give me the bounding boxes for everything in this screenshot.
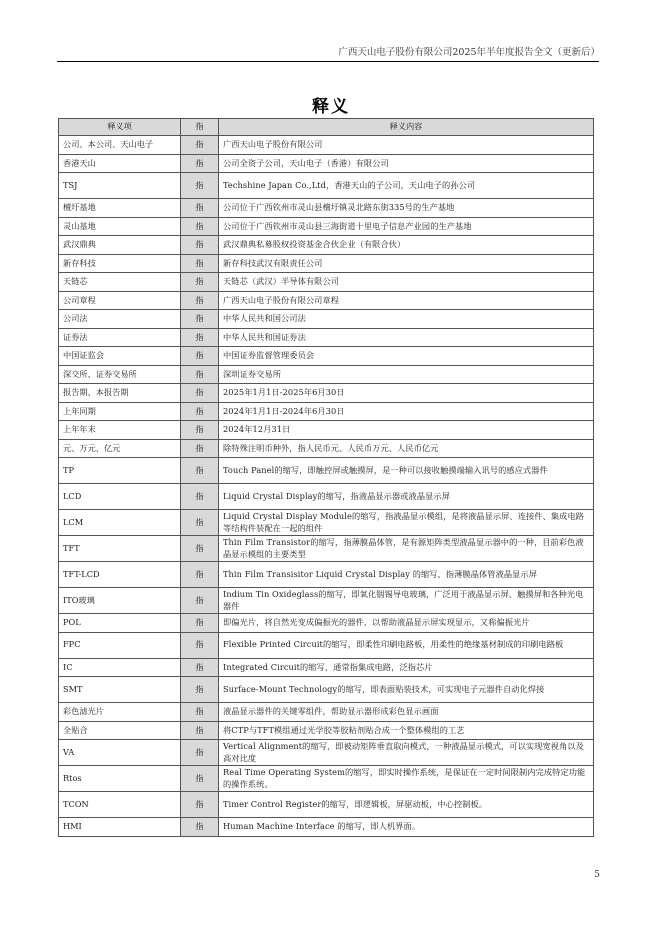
table-row bbox=[59, 328, 594, 347]
table-row bbox=[59, 614, 594, 633]
term-cell: 武汉鼎典 bbox=[59, 236, 181, 255]
table-row bbox=[59, 154, 594, 173]
definition-cell: 公司全资子公司，天山电子（香港）有限公司 bbox=[219, 154, 594, 173]
definition-cell: 公司位于广西钦州市灵山县檀圩镇灵北路东街335号的生产基地 bbox=[219, 199, 594, 218]
term-cell: 灵山基地 bbox=[59, 217, 181, 236]
ref-cell: 指 bbox=[181, 536, 219, 562]
ref-cell: 指 bbox=[181, 347, 219, 366]
definition-cell: 2025年1月1日-2025年6月30日 bbox=[219, 384, 594, 403]
term-cell: VA bbox=[59, 740, 181, 766]
table-row bbox=[59, 254, 594, 273]
table-row bbox=[59, 536, 594, 562]
term-cell: 证券法 bbox=[59, 328, 181, 347]
table-row bbox=[59, 273, 594, 292]
ref-cell: 指 bbox=[181, 484, 219, 510]
term-cell: 公司章程 bbox=[59, 291, 181, 310]
definition-cell: 除特殊注明币种外，指人民币元、人民币万元、人民币亿元 bbox=[219, 439, 594, 458]
term-cell: 彩色滤光片 bbox=[59, 703, 181, 722]
ref-cell: 指 bbox=[181, 273, 219, 292]
table-header-row bbox=[59, 119, 594, 136]
ref-cell: 指 bbox=[181, 766, 219, 792]
definition-cell: Indium Tin Oxideglass的缩写，即氧化铟锡导电玻璃，广泛用于液晶显示屏、触摸屏和各种光电器件 bbox=[219, 588, 594, 614]
definition-cell: Touch Panel的缩写，即触控屏或触摸屏，是一种可以接收触摸端输入讯号的感应式器件 bbox=[219, 458, 594, 484]
definition-cell: 公司位于广西钦州市灵山县三海街道十里电子信息产业园的生产基地 bbox=[219, 217, 594, 236]
ref-cell: 指 bbox=[181, 510, 219, 536]
ref-cell: 指 bbox=[181, 721, 219, 740]
page-title: 释义 bbox=[312, 97, 350, 117]
table-row bbox=[59, 677, 594, 703]
table-row bbox=[59, 173, 594, 199]
definition-cell: 2024年12月31日 bbox=[219, 421, 594, 440]
definition-cell: Real Time Operating System的缩写，即实时操作系统，是保证在一定时间限制内完成特定功能的操作系统。 bbox=[219, 766, 594, 792]
page-number: 5 bbox=[594, 870, 600, 880]
ref-cell: 指 bbox=[181, 328, 219, 347]
table-row bbox=[59, 588, 594, 614]
definition-cell: 中华人民共和国证券法 bbox=[219, 328, 594, 347]
definition-cell: 新存科技武汉有限责任公司 bbox=[219, 254, 594, 273]
term-cell: TFT-LCD bbox=[59, 562, 181, 588]
table-row bbox=[59, 792, 594, 818]
term-cell: IC bbox=[59, 658, 181, 677]
definition-cell: Techshine Japan Co.,Ltd，香港天山的子公司，天山电子的孙公司 bbox=[219, 173, 594, 199]
ref-cell: 指 bbox=[181, 588, 219, 614]
term-cell: FPC bbox=[59, 632, 181, 658]
ref-cell: 指 bbox=[181, 199, 219, 218]
term-cell: 天链芯 bbox=[59, 273, 181, 292]
table-row bbox=[59, 658, 594, 677]
ref-cell: 指 bbox=[181, 818, 219, 837]
definition-cell: Thin Film Transisitor Liquid Crystal Display 的缩写，指薄膜晶体管液晶显示屏 bbox=[219, 562, 594, 588]
term-cell: 公司、本公司、天山电子 bbox=[59, 136, 181, 155]
table-row bbox=[59, 458, 594, 484]
ref-cell: 指 bbox=[181, 562, 219, 588]
definition-cell: 广西天山电子股份有限公司章程 bbox=[219, 291, 594, 310]
term-cell: 元、万元、亿元 bbox=[59, 439, 181, 458]
table-row bbox=[59, 818, 594, 837]
term-cell: TFT bbox=[59, 536, 181, 562]
term-cell: 中国证监会 bbox=[59, 347, 181, 366]
table-row bbox=[59, 291, 594, 310]
term-cell: SMT bbox=[59, 677, 181, 703]
ref-cell: 指 bbox=[181, 236, 219, 255]
table-row bbox=[59, 217, 594, 236]
ref-cell: 指 bbox=[181, 740, 219, 766]
definition-cell: Thin Film Transistor的缩写，指薄膜晶体管，是有源矩阵类型液晶显示器中的一种，目前彩色液晶显示模组的主要类型 bbox=[219, 536, 594, 562]
definition-cell: 中华人民共和国公司法 bbox=[219, 310, 594, 329]
ref-cell: 指 bbox=[181, 677, 219, 703]
table-row bbox=[59, 439, 594, 458]
definition-cell: 天链芯（武汉）半导体有限公司 bbox=[219, 273, 594, 292]
ref-cell: 指 bbox=[181, 632, 219, 658]
ref-cell: 指 bbox=[181, 254, 219, 273]
table-row bbox=[59, 365, 594, 384]
table-row bbox=[59, 632, 594, 658]
term-cell: LCD bbox=[59, 484, 181, 510]
header-term: 释义项 bbox=[59, 119, 181, 136]
ref-cell: 指 bbox=[181, 458, 219, 484]
term-cell: 新存科技 bbox=[59, 254, 181, 273]
table-row bbox=[59, 740, 594, 766]
ref-cell: 指 bbox=[181, 421, 219, 440]
table-row bbox=[59, 310, 594, 329]
table-row bbox=[59, 703, 594, 722]
term-cell: 檀圩基地 bbox=[59, 199, 181, 218]
header-definition: 释义内容 bbox=[219, 119, 594, 136]
ref-cell: 指 bbox=[181, 402, 219, 421]
running-header: 广西天山电子股份有限公司2025年半年度报告全文（更新后） bbox=[338, 47, 600, 58]
term-cell: HMI bbox=[59, 818, 181, 837]
ref-cell: 指 bbox=[181, 173, 219, 199]
term-cell: TP bbox=[59, 458, 181, 484]
header-divider bbox=[57, 61, 599, 62]
ref-cell: 指 bbox=[181, 658, 219, 677]
term-cell: POL bbox=[59, 614, 181, 633]
table-row bbox=[59, 421, 594, 440]
definition-cell: 广西天山电子股份有限公司 bbox=[219, 136, 594, 155]
definition-cell: 液晶显示器件的关键零组件，帮助显示器形成彩色显示画面 bbox=[219, 703, 594, 722]
definition-cell: Integrated Circuit的缩写，通常指集成电路，泛指芯片 bbox=[219, 658, 594, 677]
definition-cell: Vertical Alignment的缩写，即被动矩阵垂直取向模式，一种液晶显示模式，可以实现宽视角以及高对比度 bbox=[219, 740, 594, 766]
term-cell: LCM bbox=[59, 510, 181, 536]
definition-cell: Liquid Crystal Display的缩写，指液晶显示器或液晶显示屏 bbox=[219, 484, 594, 510]
definition-cell: 深圳证券交易所 bbox=[219, 365, 594, 384]
term-cell: 深交所、证券交易所 bbox=[59, 365, 181, 384]
table-row bbox=[59, 721, 594, 740]
ref-cell: 指 bbox=[181, 291, 219, 310]
ref-cell: 指 bbox=[181, 703, 219, 722]
ref-cell: 指 bbox=[181, 439, 219, 458]
ref-cell: 指 bbox=[181, 365, 219, 384]
table-row bbox=[59, 766, 594, 792]
definition-cell: 2024年1月1日-2024年6月30日 bbox=[219, 402, 594, 421]
table-row bbox=[59, 384, 594, 403]
term-cell: ITO玻璃 bbox=[59, 588, 181, 614]
definition-cell: Human Machine Interface 的缩写，即人机界面。 bbox=[219, 818, 594, 837]
term-cell: 上年年末 bbox=[59, 421, 181, 440]
definition-cell: Liquid Crystal Display Module的缩写，指液晶显示模组，是将液晶显示屏、连接件、集成电路等结构件装配在一起的组件 bbox=[219, 510, 594, 536]
definition-cell: 即偏光片，将自然光变成偏振光的器件，以帮助液晶显示屏实现显示，又称偏振光片 bbox=[219, 614, 594, 633]
definition-cell: 将CTP与TFT模组通过光学胶等胶粘剂贴合成一个整体模组的工艺 bbox=[219, 721, 594, 740]
term-cell: TCON bbox=[59, 792, 181, 818]
definition-cell: 中国证券监督管理委员会 bbox=[219, 347, 594, 366]
ref-cell: 指 bbox=[181, 310, 219, 329]
table-row bbox=[59, 136, 594, 155]
header-ref: 指 bbox=[181, 119, 219, 136]
term-cell: 报告期、本报告期 bbox=[59, 384, 181, 403]
table-row bbox=[59, 402, 594, 421]
definition-cell: Timer Control Register的缩写，即逻辑板，屏驱动板，中心控制板。 bbox=[219, 792, 594, 818]
ref-cell: 指 bbox=[181, 792, 219, 818]
definitions-body bbox=[59, 136, 594, 837]
definitions-table bbox=[58, 118, 594, 837]
table-row bbox=[59, 484, 594, 510]
ref-cell: 指 bbox=[181, 384, 219, 403]
term-cell: 香港天山 bbox=[59, 154, 181, 173]
definition-cell: Surface-Mount Technology的缩写，即表面贴装技术，可实现电子元器件自动化焊接 bbox=[219, 677, 594, 703]
term-cell: Rtos bbox=[59, 766, 181, 792]
ref-cell: 指 bbox=[181, 136, 219, 155]
definition-cell: Flexible Printed Circuit的缩写，即柔性印刷电路板，用柔性的绝缘基材制成的印刷电路板 bbox=[219, 632, 594, 658]
table-row bbox=[59, 510, 594, 536]
table-row bbox=[59, 347, 594, 366]
term-cell: 公司法 bbox=[59, 310, 181, 329]
ref-cell: 指 bbox=[181, 217, 219, 236]
term-cell: TSJ bbox=[59, 173, 181, 199]
table-row bbox=[59, 562, 594, 588]
term-cell: 上年同期 bbox=[59, 402, 181, 421]
table-row bbox=[59, 236, 594, 255]
term-cell: 全贴合 bbox=[59, 721, 181, 740]
table-row bbox=[59, 199, 594, 218]
ref-cell: 指 bbox=[181, 614, 219, 633]
definition-cell: 武汉鼎典私募股权投资基金合伙企业（有限合伙） bbox=[219, 236, 594, 255]
ref-cell: 指 bbox=[181, 154, 219, 173]
